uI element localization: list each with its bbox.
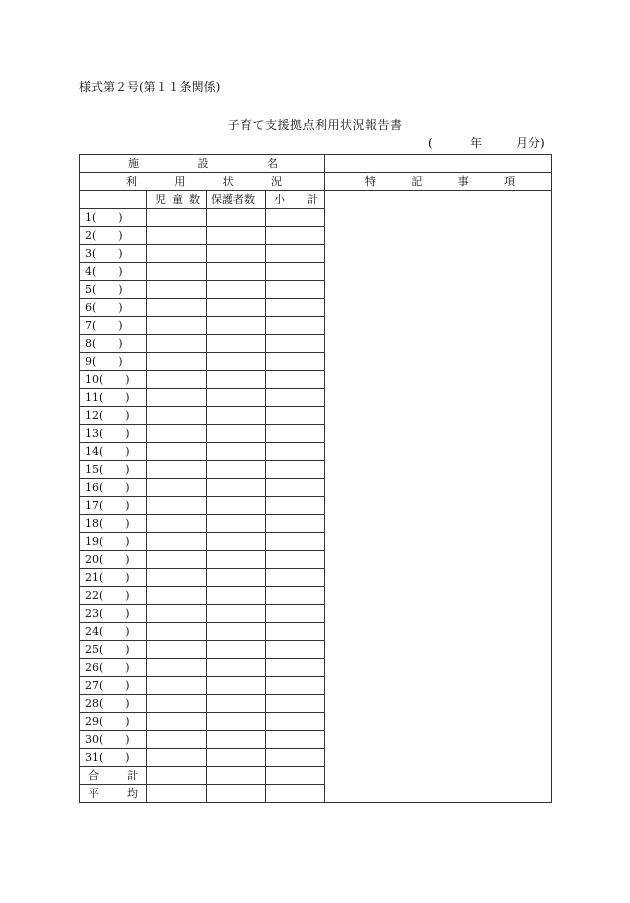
weekday-open-paren: ( [92,355,97,368]
children-count-cell[interactable] [147,695,207,713]
guardians-count-cell[interactable] [207,479,266,497]
day-label [80,713,147,731]
weekday-open-paren: ( [92,283,97,296]
weekday-close-paren: ) [125,535,130,548]
day-label [80,641,147,659]
children-header-char: 童 [172,193,183,206]
average-label-char: 均 [127,787,138,800]
day-label [80,569,147,587]
facility-name-field[interactable] [325,155,552,173]
weekday-open-paren: ( [99,733,104,746]
weekday-close-paren: ) [125,643,130,656]
subtotal-cell[interactable] [266,245,325,263]
weekday-open-paren: ( [99,661,104,674]
day-number: 18 [85,517,99,530]
day-label [80,299,147,317]
day-number: 20 [85,553,99,566]
guardians-count-cell[interactable] [207,623,266,641]
day-label [80,209,147,227]
day-number: 12 [85,409,99,422]
usage-report-table [79,154,552,803]
day-label [80,317,147,335]
weekday-open-paren: ( [99,751,104,764]
subtotal-cell[interactable] [266,515,325,533]
weekday-open-paren: ( [99,715,104,728]
weekday-close-paren: ) [118,319,123,332]
day-label [80,389,147,407]
total-label [80,767,147,785]
subtotal-cell[interactable] [266,587,325,605]
day-label [80,335,147,353]
guardians-count-cell[interactable] [207,461,266,479]
children-count-cell[interactable] [147,515,207,533]
day-number: 23 [85,607,99,620]
children-count-cell[interactable] [147,551,207,569]
usage-header-char: 況 [270,175,282,188]
children-count-cell[interactable] [147,641,207,659]
children-header-char: 数 [189,193,200,206]
weekday-close-paren: ) [118,211,123,224]
children-count-cell[interactable] [147,443,207,461]
guardians-count-cell[interactable] [207,353,266,371]
day-number: 17 [85,499,99,512]
day-number: 19 [85,535,99,548]
children-count-cell[interactable] [147,209,207,227]
subtotal-cell[interactable] [266,281,325,299]
weekday-open-paren: ( [92,301,97,314]
subtotal-cell[interactable] [266,425,325,443]
day-label [80,695,147,713]
weekday-open-paren: ( [99,607,104,620]
subtotal-cell[interactable] [266,767,325,785]
subtotal-cell[interactable] [266,443,325,461]
facility-name-row [80,155,552,173]
subtotal-cell[interactable] [266,371,325,389]
weekday-open-paren: ( [99,679,104,692]
subtotal-cell[interactable] [266,677,325,695]
usage-header-char: 用 [174,175,186,188]
average-label-char: 平 [88,787,99,800]
weekday-close-paren: ) [118,229,123,242]
subtotal-cell[interactable] [266,263,325,281]
guardians-count-cell[interactable] [207,443,266,461]
children-count-cell[interactable] [147,479,207,497]
weekday-close-paren: ) [125,499,130,512]
subtotal-cell[interactable] [266,695,325,713]
subtotal-header-char: 小 [274,193,285,206]
weekday-open-paren: ( [99,409,104,422]
usage-header-char: 状 [222,175,234,188]
guardians-count-cell[interactable] [207,695,266,713]
day-label [80,515,147,533]
subtotal-cell[interactable] [266,569,325,587]
guardians-count-cell[interactable] [207,605,266,623]
children-count-cell[interactable] [147,245,207,263]
day-number: 25 [85,643,99,656]
weekday-open-paren: ( [92,229,97,242]
day-label [80,425,147,443]
subtotal-cell[interactable] [266,407,325,425]
period-month-label: 月分) [516,136,545,150]
day-number: 1 [85,211,92,224]
day-label [80,497,147,515]
weekday-open-paren: ( [99,481,104,494]
children-count-cell[interactable] [147,677,207,695]
day-number: 3 [85,247,92,260]
guardians-count-cell[interactable] [207,407,266,425]
weekday-close-paren: ) [125,463,130,476]
subtotal-cell[interactable] [266,749,325,767]
subtotal-cell[interactable] [266,551,325,569]
special-notes-field[interactable] [325,191,552,803]
guardians-count-cell[interactable] [207,659,266,677]
weekday-close-paren: ) [125,445,130,458]
children-count-cell[interactable] [147,605,207,623]
children-count-cell[interactable] [147,749,207,767]
day-number: 5 [85,283,92,296]
facility-name-header [80,155,325,173]
period-year-label: 年 [470,136,483,150]
notes-header-char: 項 [503,175,515,188]
day-number: 15 [85,463,99,476]
subtotal-cell[interactable] [266,641,325,659]
day-number: 29 [85,715,99,728]
day-label [80,677,147,695]
day-number: 4 [85,265,92,278]
children-header-char: 児 [155,193,166,206]
subtotal-cell[interactable] [266,479,325,497]
weekday-close-paren: ) [125,697,130,710]
column-header-row [80,191,552,209]
notes-header-char: 記 [411,175,423,188]
subtotal-cell[interactable] [266,317,325,335]
children-count-cell[interactable] [147,227,207,245]
weekday-close-paren: ) [125,679,130,692]
weekday-close-paren: ) [118,265,123,278]
children-count-cell[interactable] [147,407,207,425]
weekday-open-paren: ( [99,463,104,476]
average-label [80,785,147,803]
weekday-close-paren: ) [125,553,130,566]
weekday-open-paren: ( [92,337,97,350]
subtotal-cell[interactable] [266,497,325,515]
weekday-close-paren: ) [125,409,130,422]
day-label [80,443,147,461]
special-notes-header [325,173,552,191]
weekday-open-paren: ( [99,499,104,512]
weekday-close-paren: ) [118,247,123,260]
day-label [80,263,147,281]
children-count-cell[interactable] [147,731,207,749]
guardians-count-cell[interactable] [207,713,266,731]
weekday-close-paren: ) [125,571,130,584]
subtotal-cell[interactable] [266,785,325,803]
day-number: 24 [85,625,99,638]
facility-header-char: 施 [128,157,139,170]
guardians-count-cell[interactable] [207,245,266,263]
day-number: 16 [85,481,99,494]
guardians-count-cell[interactable] [207,641,266,659]
day-number: 30 [85,733,99,746]
children-count-cell[interactable] [147,713,207,731]
day-label [80,605,147,623]
guardians-count-cell[interactable] [207,785,266,803]
weekday-close-paren: ) [125,625,130,638]
weekday-close-paren: ) [125,481,130,494]
weekday-close-paren: ) [125,373,130,386]
weekday-close-paren: ) [125,733,130,746]
day-number: 7 [85,319,92,332]
guardians-count-cell[interactable] [207,371,266,389]
children-count-cell[interactable] [147,263,207,281]
subtotal-cell[interactable] [266,605,325,623]
guardians-count-cell[interactable] [207,731,266,749]
subtotal-cell[interactable] [266,731,325,749]
facility-header-char: 名 [267,157,278,170]
weekday-open-paren: ( [99,445,104,458]
weekday-open-paren: ( [99,571,104,584]
weekday-open-paren: ( [92,265,97,278]
weekday-close-paren: ) [125,427,130,440]
guardians-count-cell[interactable] [207,551,266,569]
day-label [80,353,147,371]
day-number: 9 [85,355,92,368]
subtotal-cell[interactable] [266,533,325,551]
weekday-close-paren: ) [125,391,130,404]
usage-header-char: 利 [126,175,137,188]
subtotal-cell[interactable] [266,659,325,677]
day-number: 11 [85,391,99,404]
day-label [80,749,147,767]
weekday-open-paren: ( [99,373,104,386]
day-number: 10 [85,373,99,386]
report-period [428,136,549,150]
guardians-count-cell[interactable] [207,749,266,767]
weekday-open-paren: ( [99,625,104,638]
weekday-open-paren: ( [99,391,104,404]
day-label [80,533,147,551]
notes-header-char: 事 [457,175,469,188]
guardians-count-cell[interactable] [207,677,266,695]
children-count-cell[interactable] [147,281,207,299]
day-label [80,281,147,299]
guardians-count-cell[interactable] [207,497,266,515]
day-number: 31 [85,751,99,764]
usage-status-header [80,173,325,191]
guardians-count-cell[interactable] [207,533,266,551]
day-label [80,587,147,605]
subtotal-cell[interactable] [266,623,325,641]
subtotal-cell[interactable] [266,299,325,317]
subtotal-cell[interactable] [266,209,325,227]
total-label-char: 合 [88,769,99,782]
day-number: 21 [85,571,99,584]
subtotal-cell[interactable] [266,353,325,371]
guardians-count-cell[interactable] [207,569,266,587]
subtotal-cell[interactable] [266,461,325,479]
total-label-char: 計 [127,769,138,782]
guardians-count-cell[interactable] [207,515,266,533]
weekday-open-paren: ( [99,427,104,440]
usage-header-row [80,173,552,191]
weekday-open-paren: ( [99,517,104,530]
children-count-cell[interactable] [147,299,207,317]
subtotal-header-char: 計 [307,193,318,206]
children-count-cell[interactable] [147,587,207,605]
guardians-count-cell[interactable] [207,425,266,443]
weekday-open-paren: ( [99,589,104,602]
weekday-close-paren: ) [125,607,130,620]
guardians-count-header: 保護者数 [207,191,266,209]
guardians-count-cell[interactable] [207,281,266,299]
children-count-cell[interactable] [147,569,207,587]
guardians-count-cell[interactable] [207,227,266,245]
children-count-cell[interactable] [147,497,207,515]
weekday-open-paren: ( [99,553,104,566]
weekday-close-paren: ) [125,517,130,530]
guardians-count-cell[interactable] [207,209,266,227]
weekday-close-paren: ) [125,589,130,602]
weekday-close-paren: ) [118,283,123,296]
day-label [80,461,147,479]
notes-header-char: 特 [365,175,376,188]
day-label [80,623,147,641]
day-number: 13 [85,427,99,440]
weekday-open-paren: ( [92,211,97,224]
guardians-count-cell[interactable] [207,767,266,785]
day-number: 22 [85,589,99,602]
children-count-cell[interactable] [147,353,207,371]
weekday-close-paren: ) [118,355,123,368]
subtotal-cell[interactable] [266,713,325,731]
day-label [80,659,147,677]
children-count-cell[interactable] [147,659,207,677]
weekday-close-paren: ) [125,715,130,728]
day-column-header [80,191,147,209]
day-label [80,227,147,245]
children-count-cell[interactable] [147,767,207,785]
guardians-count-cell[interactable] [207,587,266,605]
guardians-count-cell[interactable] [207,389,266,407]
day-number: 26 [85,661,99,674]
day-label [80,407,147,425]
guardians-count-cell[interactable] [207,317,266,335]
guardians-count-cell[interactable] [207,299,266,317]
subtotal-cell[interactable] [266,227,325,245]
facility-header-char: 設 [197,157,209,170]
children-count-cell[interactable] [147,623,207,641]
period-open-paren: ( [428,136,433,150]
day-number: 28 [85,697,99,710]
weekday-close-paren: ) [118,337,123,350]
form-number: 様式第２号(第１１条関係) [79,80,221,94]
document-title: 子育て支援拠点利用状況報告書 [227,118,403,132]
weekday-open-paren: ( [92,319,97,332]
weekday-open-paren: ( [92,247,97,260]
day-label [80,551,147,569]
weekday-close-paren: ) [125,661,130,674]
children-count-cell[interactable] [147,461,207,479]
children-count-cell[interactable] [147,425,207,443]
subtotal-cell[interactable] [266,389,325,407]
guardians-count-cell[interactable] [207,263,266,281]
day-label [80,479,147,497]
day-label [80,731,147,749]
children-count-header [147,191,207,209]
weekday-close-paren: ) [125,751,130,764]
children-count-cell[interactable] [147,317,207,335]
weekday-close-paren: ) [118,301,123,314]
weekday-open-paren: ( [99,697,104,710]
day-label [80,245,147,263]
children-count-cell[interactable] [147,371,207,389]
children-count-cell[interactable] [147,335,207,353]
day-number: 8 [85,337,92,350]
subtotal-header [266,191,325,209]
subtotal-cell[interactable] [266,335,325,353]
day-number: 6 [85,301,92,314]
day-number: 2 [85,229,92,242]
guardians-count-cell[interactable] [207,335,266,353]
day-label [80,371,147,389]
children-count-cell[interactable] [147,533,207,551]
children-count-cell[interactable] [147,389,207,407]
children-count-cell[interactable] [147,785,207,803]
day-number: 14 [85,445,99,458]
weekday-open-paren: ( [99,535,104,548]
weekday-open-paren: ( [99,643,104,656]
day-number: 27 [85,679,99,692]
